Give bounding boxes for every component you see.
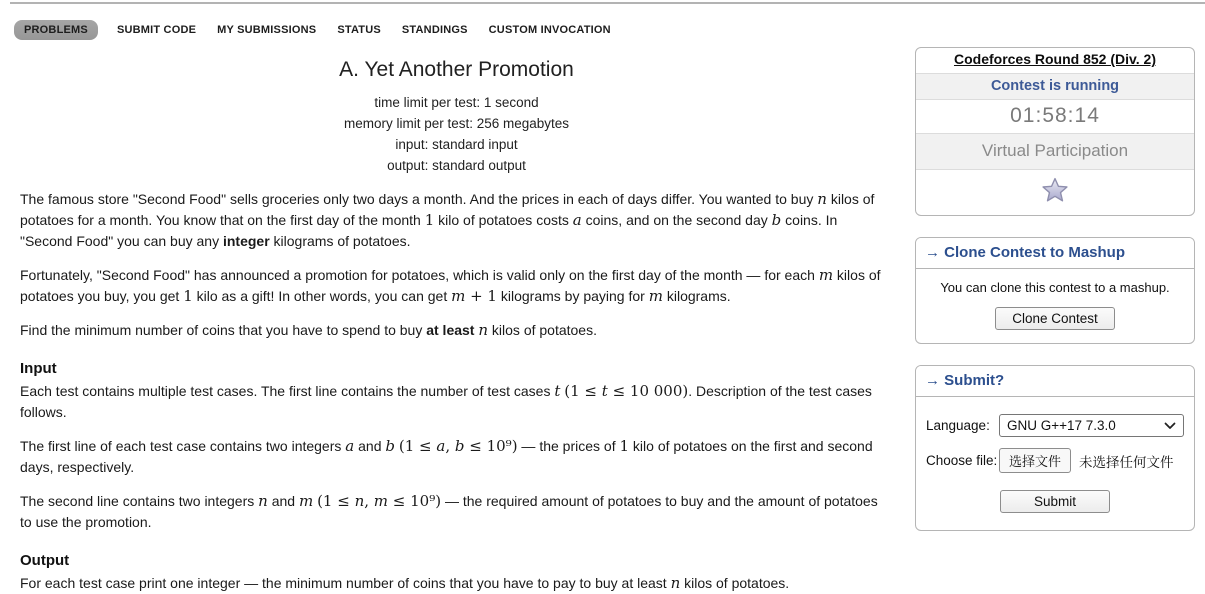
contest-info-box bbox=[915, 47, 1195, 216]
time-limit: time limit per test: 1 second bbox=[374, 95, 539, 110]
choose-file-label: Choose file: bbox=[926, 453, 998, 468]
output-section-header: Output bbox=[20, 552, 70, 569]
submit-box-title: Submit? bbox=[944, 372, 1005, 389]
statement-paragraph: Find the minimum number of coins that you have to spend to buy at least n kilos of potatoes. bbox=[20, 321, 597, 339]
input-paragraph: The second line contains two integers n and m (1 ≤ n, m ≤ 10⁹) — the required amount of potatoes to buy and the amount of potatoes to use the promotion. bbox=[20, 492, 878, 530]
contest-countdown: 01:58:14 bbox=[916, 100, 1194, 134]
tab-my-submissions[interactable]: MY SUBMISSIONS bbox=[217, 24, 317, 36]
choose-file-button[interactable]: 选择文件 bbox=[999, 448, 1071, 473]
input-paragraph: Each test contains multiple test cases. The first line contains the number of test cases t (1 ≤ t ≤ 10 000). Description of the test cases follows. bbox=[20, 382, 872, 420]
output-paragraph: For each test case print one integer — the minimum number of coins that you have to pay to buy at least n kilos of potatoes. bbox=[20, 574, 790, 592]
problem-statement-panel bbox=[20, 58, 893, 594]
file-status-text: 未选择任何文件 bbox=[1079, 454, 1174, 470]
arrow-icon: → bbox=[925, 372, 940, 389]
problem-title: A. Yet Another Promotion bbox=[339, 58, 574, 81]
input-section bbox=[20, 360, 893, 533]
problem-limits bbox=[20, 92, 893, 176]
tab-submit-code[interactable]: SUBMIT CODE bbox=[116, 24, 197, 36]
contest-title-row bbox=[916, 48, 1194, 74]
chevron-down-icon bbox=[1164, 422, 1176, 430]
arrow-icon: → bbox=[925, 244, 940, 261]
contest-tab-bar bbox=[14, 20, 613, 40]
statement-paragraph: The famous store "Second Food" sells groceries only two days a month. And the prices in each of days differ. You wanted to buy n kilos of potatoes for a month. You know that on the first day of the month 1 kilo of potatoes costs a coins, and on the second day b coins. In "Second Food" you can buy any integer kilograms of potatoes. bbox=[20, 190, 875, 249]
contest-status: Contest is running bbox=[916, 74, 1194, 100]
language-label: Language: bbox=[926, 418, 990, 433]
language-row bbox=[926, 414, 1184, 437]
output-spec: output: standard output bbox=[387, 158, 526, 173]
tab-custom-invocation[interactable]: CUSTOM INVOCATION bbox=[488, 24, 611, 36]
submit-form bbox=[916, 397, 1194, 530]
language-selected-value: GNU G++17 7.3.0 bbox=[1007, 418, 1116, 433]
clone-description: You can clone this contest to a mashup. bbox=[940, 280, 1170, 295]
tab-status[interactable]: STATUS bbox=[337, 24, 381, 36]
input-paragraph: The first line of each test case contains two integers a and b (1 ≤ a, b ≤ 10⁹) — the prices of 1 kilo of potatoes on the first and second days, respectively. bbox=[20, 437, 873, 475]
favorite-star-icon[interactable] bbox=[1042, 177, 1068, 202]
contest-title-link[interactable]: Codeforces Round 852 (Div. 2) bbox=[953, 51, 1156, 67]
choose-file-row bbox=[926, 448, 1184, 473]
clone-contest-box bbox=[915, 237, 1195, 344]
submit-button[interactable]: Submit bbox=[1000, 490, 1110, 513]
clone-contest-button[interactable]: Clone Contest bbox=[995, 307, 1115, 330]
page-top-divider bbox=[10, 2, 1205, 4]
participation-mode: Virtual Participation bbox=[916, 134, 1194, 170]
output-section bbox=[20, 552, 893, 594]
clone-box-header bbox=[916, 238, 1194, 269]
statement-body bbox=[20, 189, 893, 341]
input-spec: input: standard input bbox=[395, 137, 518, 152]
input-section-header: Input bbox=[20, 360, 57, 377]
submit-box-header bbox=[916, 366, 1194, 397]
clone-box-body bbox=[916, 269, 1194, 343]
submit-box bbox=[915, 365, 1195, 531]
clone-box-title: Clone Contest to Mashup bbox=[944, 244, 1125, 261]
memory-limit: memory limit per test: 256 megabytes bbox=[343, 116, 570, 131]
favorite-row bbox=[916, 170, 1194, 215]
statement-paragraph: Fortunately, "Second Food" has announced a promotion for potatoes, which is valid only on the first day of the month — for each m kilos of potatoes you buy, you get 1 kilo as a gift! In other words, you can get m + 1 kilograms by paying for m kilograms. bbox=[20, 266, 881, 305]
sidebar bbox=[915, 47, 1195, 552]
tab-problems[interactable]: PROBLEMS bbox=[14, 20, 98, 40]
language-select[interactable] bbox=[999, 414, 1184, 437]
submit-row bbox=[926, 490, 1184, 513]
tab-standings[interactable]: STANDINGS bbox=[401, 24, 468, 36]
